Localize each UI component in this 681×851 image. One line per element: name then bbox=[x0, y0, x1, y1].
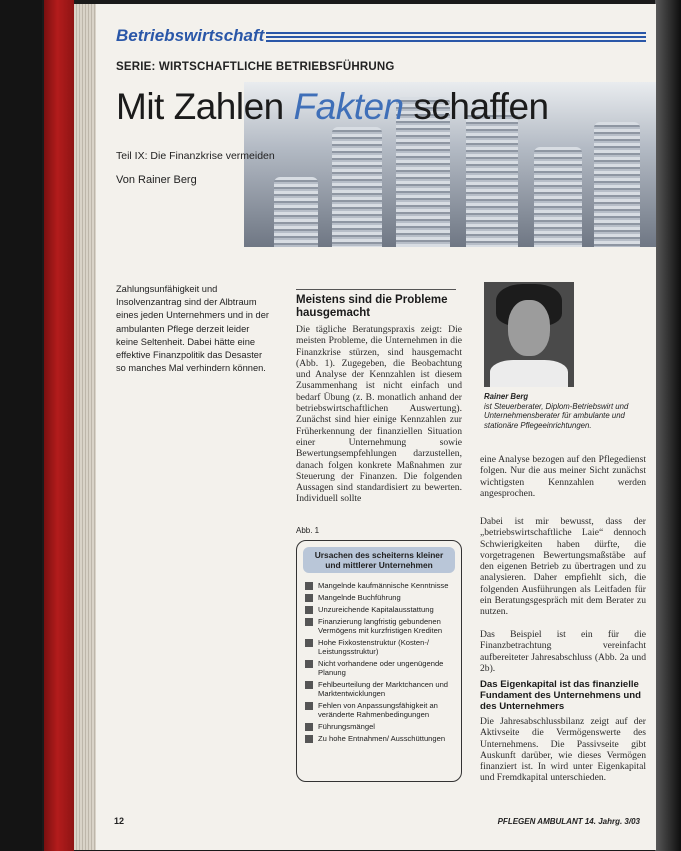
figure-item: Mangelnde kaufmännische Kenntnisse bbox=[305, 581, 455, 590]
coin-stack bbox=[466, 112, 518, 247]
author-shirt bbox=[490, 360, 568, 387]
column2-heading: Meistens sind die Probleme hausgemacht bbox=[296, 294, 448, 319]
author-face bbox=[508, 300, 550, 356]
coin-stack bbox=[274, 177, 318, 247]
square-bullet-icon bbox=[305, 723, 313, 731]
headline-highlight: Fakten bbox=[293, 86, 404, 127]
headline-part-2: schaffen bbox=[403, 86, 549, 127]
caption-name: Rainer Berg bbox=[484, 392, 529, 401]
column3-heading: Das Eigenkapital ist das finanzielle Fundament des Unternehmens und des Unternehmers bbox=[480, 679, 641, 712]
square-bullet-icon bbox=[305, 594, 313, 602]
section-title: Betriebswirtschaft bbox=[116, 26, 265, 45]
square-bullet-icon bbox=[305, 681, 313, 689]
figure-item: Führungsmängel bbox=[305, 722, 455, 731]
figure-item: Zu hohe Entnahmen/ Ausschüttungen bbox=[305, 734, 455, 743]
right-page-shadow bbox=[655, 0, 681, 851]
book-spine-shadow bbox=[0, 0, 42, 851]
column3-p3: Das Beispiel ist ein für die Finanzbetrachtung vereinfacht aufbereiteter Jahresabschluss (Abb. 2a und 2b). bbox=[480, 629, 646, 674]
article-part: Teil IX: Die Finanzkrise vermeiden bbox=[116, 150, 275, 162]
square-bullet-icon bbox=[305, 606, 313, 614]
figure-label: Abb. 1 bbox=[296, 526, 320, 535]
page-stack-edge bbox=[74, 4, 96, 850]
figure-heading: Ursachen des scheiterns kleiner und mittlerer Unternehmen bbox=[303, 547, 455, 573]
section-title-rule bbox=[266, 32, 646, 44]
red-book-cover bbox=[44, 0, 74, 851]
figure-item: Nicht vorhandene oder ungenügende Planung bbox=[305, 659, 455, 677]
journal-footer: PFLEGEN AMBULANT 14. Jahrg. 3/03 bbox=[497, 817, 640, 826]
figure-item: Unzureichende Kapitalausstattung bbox=[305, 605, 455, 614]
coin-stack bbox=[332, 127, 382, 247]
series-label: SERIE: WIRTSCHAFTLICHE BETRIEBSFÜHRUNG bbox=[116, 61, 395, 73]
square-bullet-icon bbox=[305, 660, 313, 668]
column2-body: Die tägliche Beratungspraxis zeigt: Die meisten Probleme, die Unternehmen in die Finanzkrise stürzen, sind hausgemacht (Abb. 1). Zugegeben, die Beobachtung und Analyse der Kennzahlen ist diesem Zusammenhang ist nicht einfach und bedarf Übung (z. B. monatlich anhand der betriebswirtschaftlichen Auswertung). Zunächst sind hier einige Kennzahlen zur Früherkennung der finanziellen Situation einer Unternehmung sowie Bewertungsempfehlungen darzustellen, danach folgen konkrete Maßnahmen zur Steuerung der Finanzen. Die folgenden Aussagen sind standardisiert zu bewerten. Individuell sollte bbox=[296, 324, 462, 505]
figure-item: Fehlen von Anpassungsfähigkeit an veränderte Rahmenbedingungen bbox=[305, 701, 455, 719]
article-author: Von Rainer Berg bbox=[116, 174, 197, 186]
coin-stack bbox=[594, 122, 640, 247]
magazine-page bbox=[96, 4, 656, 850]
figure-item: Fehlbeurteilung der Marktchancen und Marktentwicklungen bbox=[305, 680, 455, 698]
page-number: 12 bbox=[114, 816, 125, 826]
square-bullet-icon bbox=[305, 735, 313, 743]
coin-stack bbox=[534, 147, 582, 247]
column3-p4: Die Jahresabschlussbilanz zeigt auf der Aktivseite die Vermögenswerte des Unternehmens. Die Passivseite gibt Auskunft darüber, wie dieses Vermögen finanziert ist. In wird unter Eigenkapital und Fremdkapital unterschieden. bbox=[480, 716, 646, 784]
author-photo bbox=[484, 282, 574, 387]
caption-role: ist Steuerberater, Diplom-Betriebswirt und Unternehmensberater für ambulante und stationäre Pflegeeinrichtungen. bbox=[484, 401, 629, 430]
column3-p1: eine Analyse bezogen auf den Pflegedienst folgen. Nur die aus meiner Sicht zunächst wichtigsten Kennzahlen werden angesprochen. bbox=[480, 454, 646, 499]
figure-item: Hohe Fixkostenstruktur (Kosten-/ Leistungsstruktur) bbox=[305, 638, 455, 656]
headline-part-1: Mit Zahlen bbox=[116, 86, 294, 127]
column-rule bbox=[296, 289, 456, 290]
square-bullet-icon bbox=[305, 582, 313, 590]
figure-item: Finanzierung langfristig gebundenen Vermögens mit kurzfristigen Krediten bbox=[305, 617, 455, 635]
figure-item: Mangelnde Buchführung bbox=[305, 593, 455, 602]
square-bullet-icon bbox=[305, 618, 313, 626]
article-headline bbox=[116, 86, 549, 128]
intro-text: Zahlungsunfähigkeit und Insolvenzantrag sind der Albtraum eines jeden Unternehmers und in der ambulanten Pflege derzeit leider keine Seltenheit. Dabei hätte eine effektive Finanzpolitik das Desaster so manches Mal verhindern können. bbox=[116, 284, 269, 374]
figure-box bbox=[296, 540, 462, 782]
square-bullet-icon bbox=[305, 702, 313, 710]
photo-caption bbox=[484, 392, 644, 430]
square-bullet-icon bbox=[305, 639, 313, 647]
column3-p2: Dabei ist mir bewusst, dass der „betriebswirtschaftliche Laie“ dennoch Schwierigkeiten haben dürfte, die vorgetragenen Bewertungsmaßstäbe auf den eigenen Betrieb zu übertragen und zu analysieren. Daher empfiehlt sich, die folgenden Ausführungen als Leitfaden für ein Beratungsgespräch mit dem Berater zu nutzen. bbox=[480, 516, 646, 618]
